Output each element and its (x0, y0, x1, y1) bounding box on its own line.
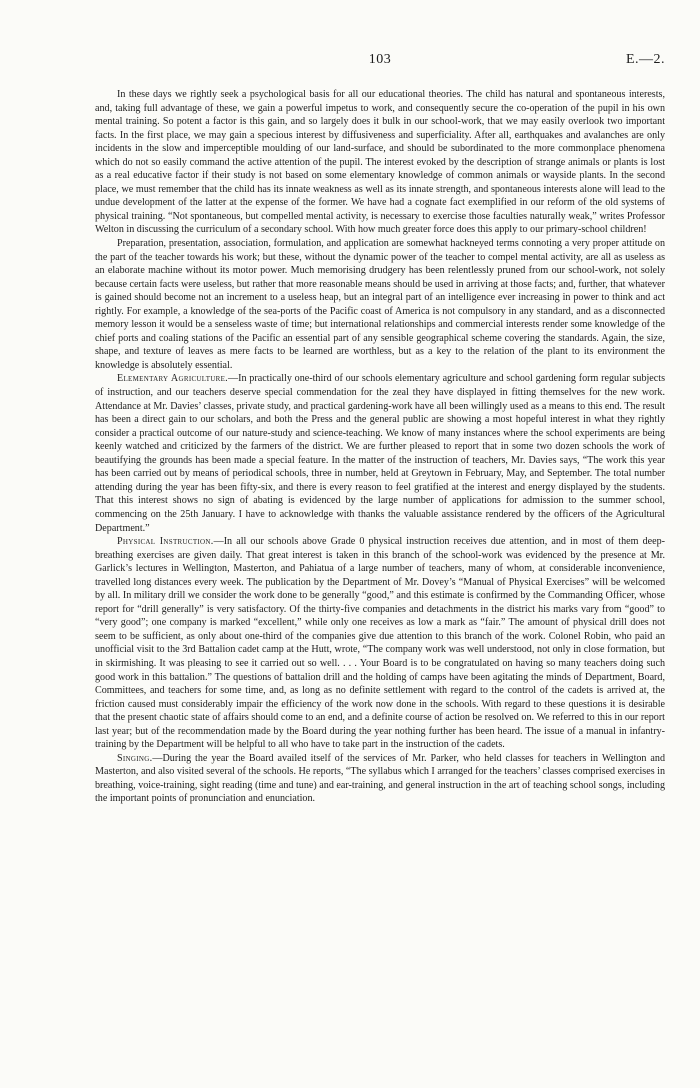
paragraph-text: In these days we rightly seek a psychological basis for all our educational theories. The child has natural and spontaneous interests, and, taking full advantage of these, we gain a powerful impetus to work, and consequently secure the co-operation of the pupil in his own mental training. So potent a factor is this gain, and so largely does it bulk in our school-work, that we may easily overlook two important facts. In the first place, we may gain a specious interest by diffusiveness and superficiality. After all, earthquakes and avalanches are only incidents in the slow and imperceptible moulding of our land-surface, and should be subordinated to the more commonplace phenomena which do not so easily command the active attention of the pupil. The interest evoked by the description of strange animals or plants is lost as a real educative factor if their study is not based on some elementary knowledge of common animals or wayside plants. In the second place, we must remember that the child has its innate weakness as well as its innate strength, and spontaneous interests alone will lead to the undue development of the latter at the expense of the former. We have had a cognate fact exemplified in our reform of the old systems of physical training. “Not spontaneous, but compelled mental activity, is necessary to exercise those faculties naturally weak,” writes Professor Welton in discussing the curriculum of a secondary school. With how much greater force does this apply to our primary-school children! (95, 89, 665, 236)
paragraph-text: —During the year the Board availed itself of the services of Mr. Parker, who held classes for teachers in Wellington and Masterton, and also visited several of the schools. He reports, “The syllabus which I arranged for the teachers’ classes comprised exercises in breathing, voice-training, sight reading (time and tune) and ear-training, and general instruction in the art of teaching school songs, including the important points of pronunciation and enunciation. (95, 752, 665, 805)
document-page (95, 52, 665, 806)
paragraph-text: —In all our schools above Grade 0 physical instruction receives due attention, and in most of them deep-breathing exercises are given daily. That great interest is taken in this branch of the school-work was evidenced by the presence at Mr. Garlick’s lectures in Wellington, Masterton, and Pahiatua of a large number of teachers, many of whom, at considerable inconvenience, travelled long distances every week. The publication by the Department of Mr. Dovey’s “Manual of Physical Exercises” will be welcomed by all. In military drill we consider the work done to be generally “good,” and this estimate is confirmed by the Commanding Officer, whose report for “drill generally” is very satisfactory. Of the thirty-five companies and detachments in the district his marks vary from “good” to “very good”; one company is marked “excellent,” while only one receives as low a mark as “fair.” The amount of physical drill does not seem to be sufficient, as only about one-third of the companies give due attention to this branch of the work. Colonel Robin, who paid an unofficial visit to the 3rd Battalion cadet camp at the Hutt, wrote, “The company work was well understood, not only in close formation, but in skirmishing. It was pleasing to see it carried out so well. . . . Your Board is to be congratulated on having so many teachers doing such good work in this battalion.” The questions of battalion drill and the holding of camps have been agitating the minds of Department, Board, Committees, and teachers for some time, and, as long as no definite settlement with regard to the control of the cadets is arrived at, the friction caused must considerably impair the efficiency of the work now done in the schools. With regard to these questions it is desirable that the present chaotic state of affairs should come to an end, and a definite course of action be resolved on. We referred to this in our report last year; but of the recommendation made by the Board during the year nothing further has been heard. The issue of a manual in infantry-training by the Department will be helpful to all who have to take part in the instruction of the cadets. (95, 536, 665, 751)
paragraph-physical-instruction (95, 535, 665, 752)
paragraph-preparation (95, 237, 665, 372)
section-heading: Physical Instruction. (117, 536, 214, 548)
page-header (95, 52, 665, 78)
page-number: 103 (368, 52, 392, 67)
paragraph-singing (95, 752, 665, 806)
paragraph-text: Preparation, presentation, association, formulation, and application are somewhat hackneyed terms connoting a very proper attitude on the part of the teacher towards his work; but these, without the dynamic power of the teacher to compel mental activity, are all as useless as an elaborate machine without its motor power. Much memorising drudgery has been relentlessly pruned from our school-work, not solely because certain facts were useless, but rather that more reasonable means should be used in arriving at those facts; and, further, that whatever is gained should become not an increment to a useless heap, but an integral part of an intelligence ever increasing in power to think and act rightly. For example, a knowledge of the sea-ports of the Pacific coast of America is not compulsory in any standard, and as a disconnected memory lesson it would be a senseless waste of time; but international relationships and commercial interests render some knowledge of the chief ports and coaling stations of the Pacific an essential part of any sensible geographical scheme covering the standards. Again, the size, shape, and texture of leaves as mere facts to be learned are worthless, but as a key to the relation of the plant to its environment the knowledge is absolutely essential. (95, 238, 665, 371)
section-heading: Elementary Agriculture. (117, 373, 229, 385)
section-heading: Singing. (117, 752, 153, 764)
document-reference: E.—2. (625, 52, 665, 67)
body-text (95, 88, 665, 806)
paragraph-psychological-basis (95, 88, 665, 237)
paragraph-elementary-agriculture (95, 372, 665, 535)
paragraph-text: —In practically one-third of our schools elementary agriculture and school gardening form regular subjects of instruction, and our teachers deserve special commendation for the zeal they have displayed in fitting themselves for the new work. Attendance at Mr. Davies’ classes, private study, and practical gardening-work have all been willingly used as a means to this end. The result has been a direct gain to our scholars, and both the Press and the general public are showing a most hopeful interest in what they rightly consider a practical outcome of our nature-study and science-teaching. We know of many instances where the school experiments are being keenly watched and criticized by the farmers of the district. We are further pleased to report that in some two dozen schools the work of beautifying the grounds has been made a special feature. In the matter of the instruction of teachers, Mr. Davies says, “The work this year has been carried out by means of periodical schools, three in number, held at Greytown in February, May, and September. The total number attending during the year has been fifty-six, and there is every reason to feel gratified at the interest and energy displayed by the students. That this interest shows no sign of abating is evidenced by the large number of applications for admission to the summer school, commencing on the 25th January. I have to acknowledge with thanks the valuable assistance rendered by the officers of the Agricultural Department.” (95, 373, 665, 534)
